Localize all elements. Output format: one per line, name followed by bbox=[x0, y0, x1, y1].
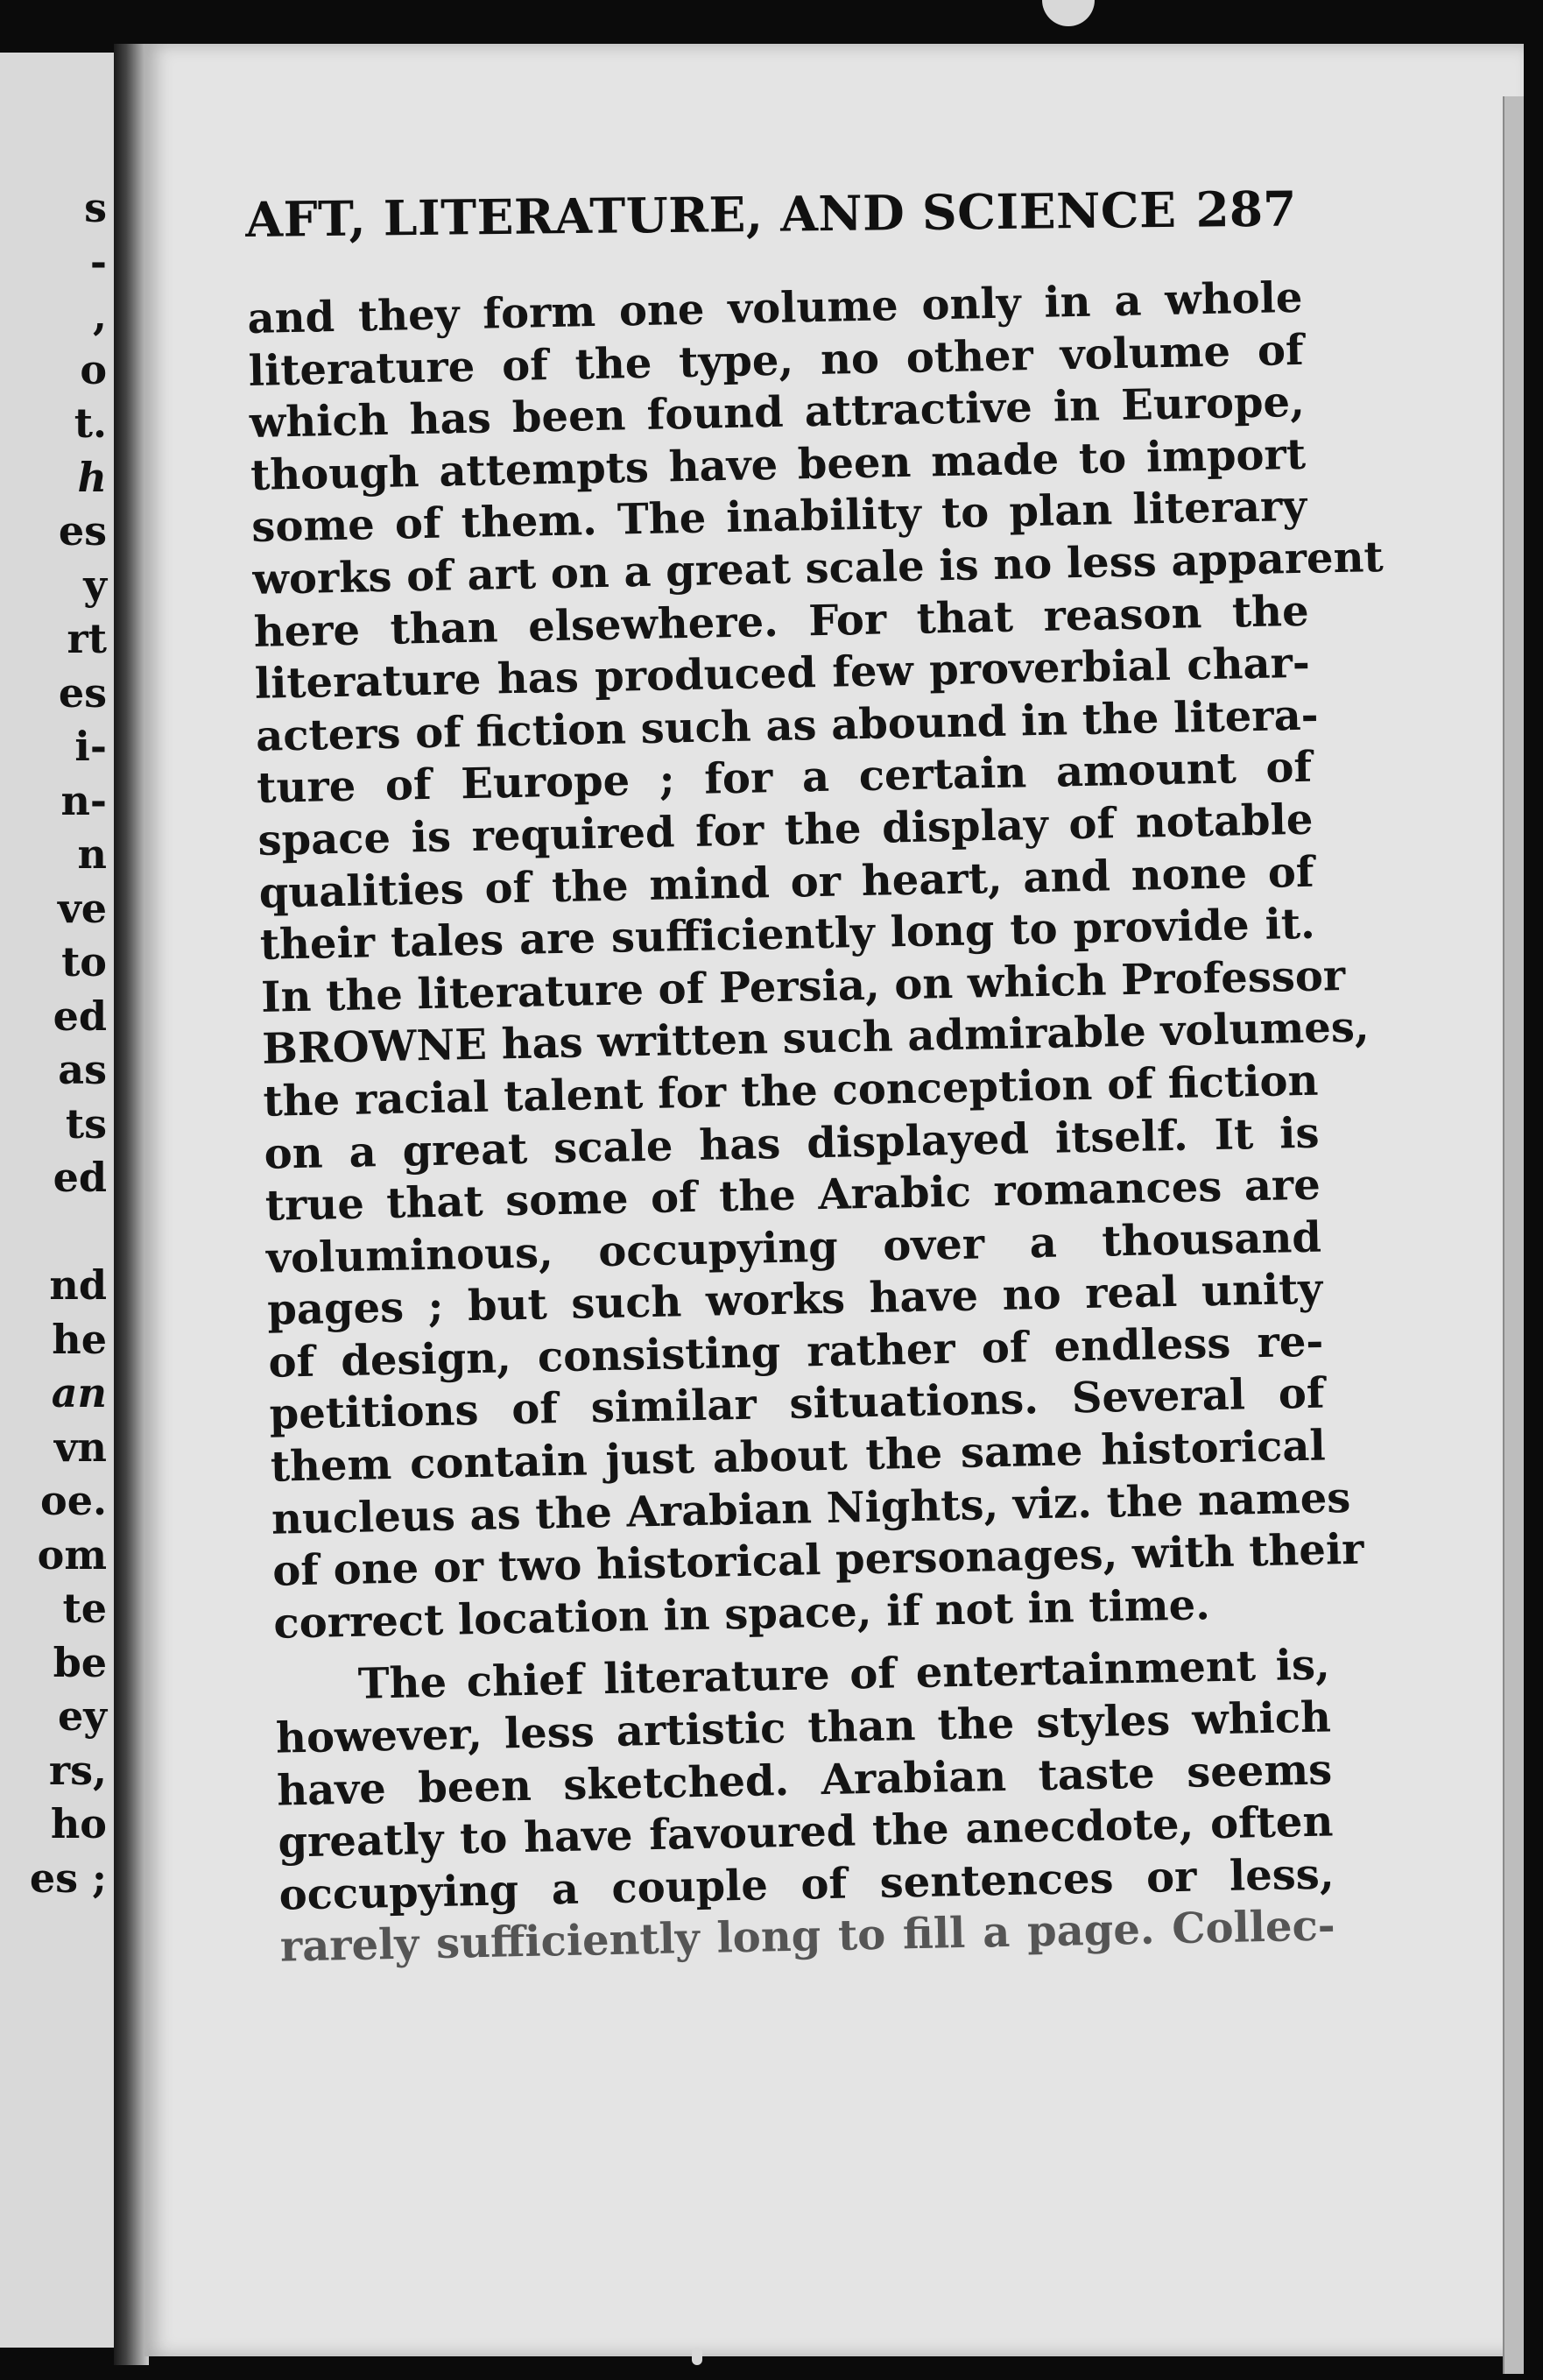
text-line: literature of the type, no other volume of bbox=[248, 325, 1305, 396]
text-line: literature has produced few proverbial char- bbox=[254, 638, 1311, 710]
facing-page-fragment: es bbox=[58, 507, 107, 554]
facing-page-fragment: ts bbox=[65, 1099, 107, 1148]
text-line: qualities of the mind or heart, and none of bbox=[258, 847, 1315, 918]
text-line: here than elsewhere. For that reason the bbox=[253, 586, 1310, 657]
text-line: some of them. The inability to plan literary bbox=[250, 482, 1307, 553]
text-line: voluminous, occupying over a thousand bbox=[265, 1212, 1322, 1283]
facing-page-fragment: h bbox=[77, 453, 107, 501]
facing-page-fragment: rt bbox=[67, 615, 107, 662]
text-line: the racial talent for the conception of fiction bbox=[262, 1056, 1319, 1126]
facing-page-fragment: te bbox=[62, 1585, 107, 1632]
facing-page-fragment: rs, bbox=[48, 1746, 107, 1794]
text-line: petitions of similar situations. Several of bbox=[269, 1369, 1326, 1440]
text-line: though attempts have been made to import bbox=[250, 429, 1307, 500]
text-line: nucleus as the Arabian Nights, viz. the names bbox=[271, 1472, 1351, 1544]
facing-page-fragment: , bbox=[92, 292, 107, 339]
text-line: The chief literature of entertainment is, bbox=[357, 1640, 1331, 1710]
book-gutter bbox=[114, 44, 149, 2365]
body-text bbox=[247, 272, 1384, 1974]
facing-page-fragment: ho bbox=[50, 1800, 107, 1847]
facing-page-fragment: be bbox=[53, 1638, 107, 1686]
scan-artifact bbox=[1042, 0, 1095, 26]
text-line: however, less artistic than the styles which bbox=[275, 1692, 1332, 1763]
facing-page-fragment: s bbox=[84, 184, 107, 231]
facing-page-fragment: he bbox=[52, 1315, 107, 1363]
facing-page-fragment: nd bbox=[49, 1261, 107, 1309]
facing-page-fragment: ve bbox=[58, 884, 107, 932]
text-line: and they form one volume only in a whole bbox=[247, 272, 1303, 343]
text-line: correct location in space, if not in time. bbox=[272, 1580, 1211, 1649]
facing-page-fragment: t. bbox=[74, 399, 107, 447]
page-number: 287 bbox=[1195, 180, 1297, 238]
facing-page-fragment: vn bbox=[53, 1423, 107, 1471]
text-line: true that some of the Arabic romances are bbox=[264, 1160, 1321, 1231]
facing-page-fragment: o bbox=[80, 345, 107, 393]
text-line: on a great scale has displayed itself. It is bbox=[264, 1108, 1321, 1179]
facing-page-fragment: y bbox=[83, 561, 107, 609]
facing-page-fragment: n- bbox=[60, 776, 107, 824]
text-line: occupying a couple of sentences or less, bbox=[278, 1849, 1335, 1920]
text-line: greatly to have favoured the anecdote, often bbox=[277, 1797, 1334, 1868]
facing-page-fragment: es bbox=[58, 668, 107, 717]
text-line: rarely sufficiently long to fill a page. Collec- bbox=[279, 1901, 1336, 1973]
text-line: ture of Europe ; for a certain amount of bbox=[256, 743, 1313, 814]
facing-page-fragment: i- bbox=[74, 723, 107, 770]
text-line: have been sketched. Arabian taste seems bbox=[276, 1745, 1333, 1816]
text-line: In the literature of Persia, on which Professor bbox=[260, 950, 1346, 1022]
facing-page-fragment: as bbox=[58, 1046, 107, 1093]
facing-page-fragment: oe. bbox=[40, 1477, 107, 1524]
facing-page-fragment: ed bbox=[53, 1154, 107, 1201]
text-line: which has been found attractive in Europe, bbox=[249, 377, 1306, 448]
text-line: acters of fiction such as abound in the litera- bbox=[255, 690, 1320, 761]
facing-page-fragment: n bbox=[77, 830, 107, 878]
facing-page-fragment: ey bbox=[58, 1692, 107, 1740]
text-line: works of art on a great scale is no less apparent bbox=[252, 532, 1384, 604]
text-line: their tales are sufficiently long to provide it. bbox=[259, 899, 1316, 970]
scan-artifact bbox=[692, 2348, 702, 2365]
text-line: of design, consisting rather of endless re- bbox=[267, 1317, 1324, 1388]
text-line: BROWNE has written such admirable volumes, bbox=[261, 1002, 1370, 1075]
text-line: them contain just about the same historical bbox=[270, 1421, 1327, 1492]
text-line: space is required for the display of notable bbox=[257, 795, 1314, 865]
facing-page-fragment: om bbox=[37, 1530, 107, 1578]
running-head bbox=[245, 180, 1297, 248]
facing-page-fragment: to bbox=[61, 938, 107, 985]
running-head-title: AFT, LITERATURE, AND SCIENCE bbox=[245, 180, 1177, 248]
text-line: of one or two historical personages, with their bbox=[271, 1524, 1364, 1596]
facing-page-edge bbox=[0, 53, 125, 2348]
facing-page-fragment: ed bbox=[53, 992, 107, 1040]
page-edge bbox=[1503, 96, 1524, 2374]
facing-page-fragment: - bbox=[89, 237, 107, 286]
facing-page-fragment: an bbox=[51, 1369, 107, 1416]
text-line: pages ; but such works have no real unity bbox=[266, 1264, 1323, 1336]
facing-page-fragment: es ; bbox=[29, 1854, 107, 1902]
